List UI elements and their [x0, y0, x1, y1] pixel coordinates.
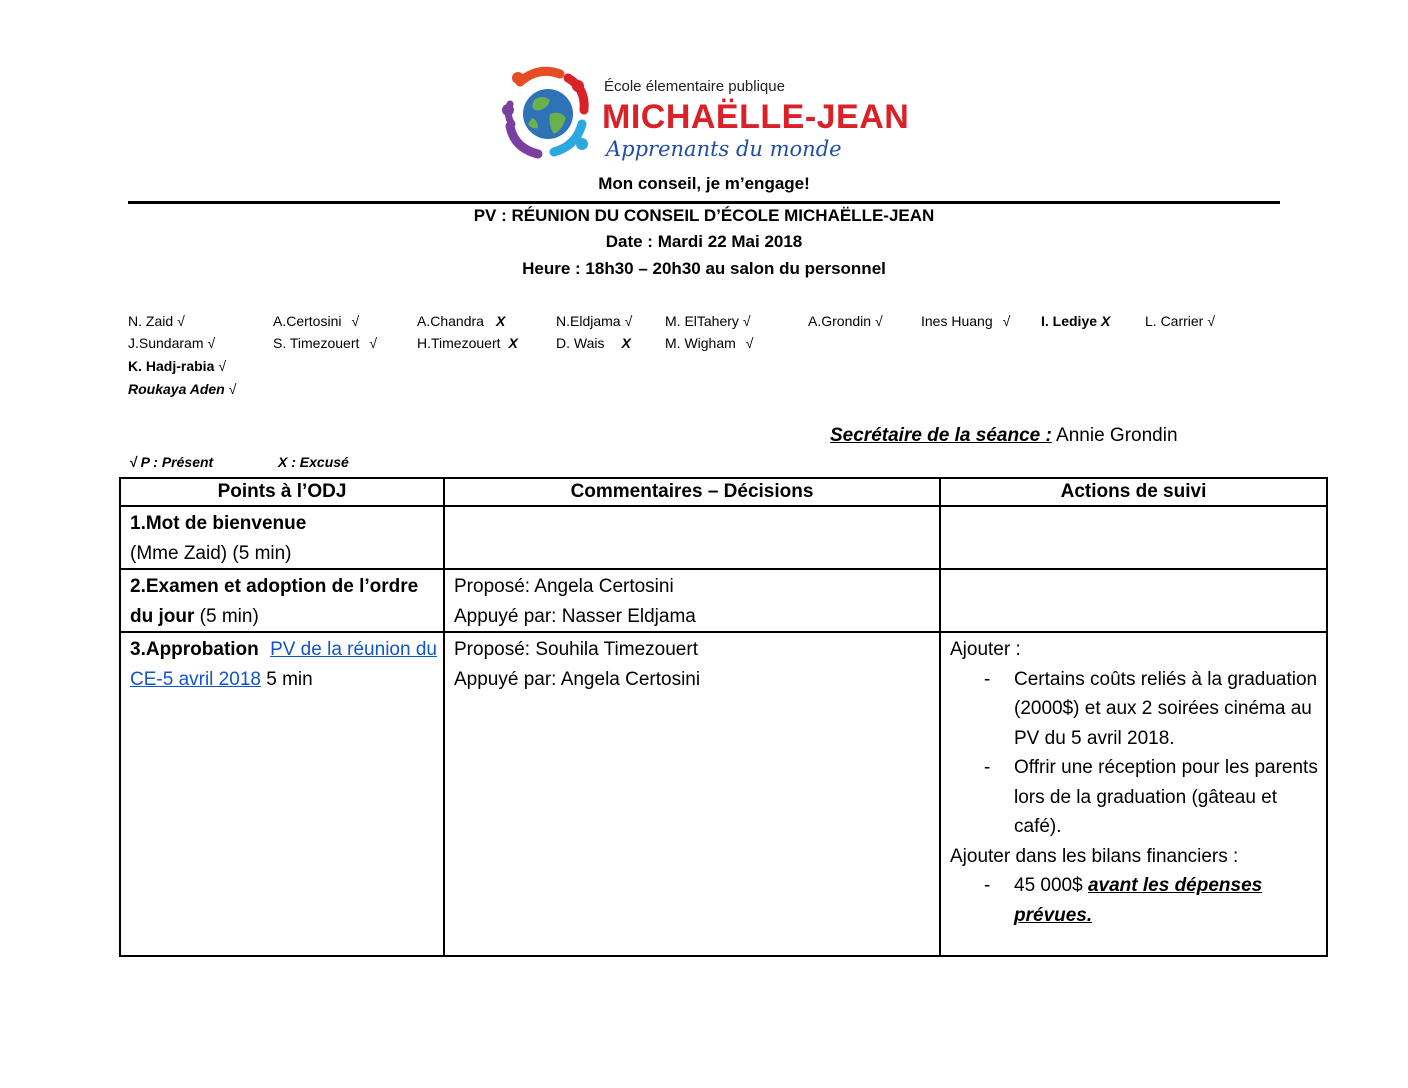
- table-row: [120, 569, 1327, 632]
- actions-cell: [940, 506, 1327, 569]
- agenda-point-detail: 5 min: [266, 668, 313, 690]
- attendee: [808, 313, 883, 329]
- attendee-name: D. Wais: [556, 335, 605, 351]
- attendee-name: A.Chandra: [417, 313, 484, 329]
- attendee-name: A.Grondin: [808, 313, 872, 329]
- document-title: PV : RÉUNION DU CONSEIL D’ÉCOLE MICHAËLLE-JEAN: [473, 206, 935, 225]
- legend-excused: X : Excusé: [278, 454, 349, 470]
- attendance-mark: X: [508, 335, 518, 351]
- attendee: [128, 381, 236, 397]
- attendee: [1041, 313, 1110, 329]
- attendee: [273, 335, 377, 351]
- amount-emphasis: avant les dépenses prévues.: [1014, 875, 1263, 926]
- attendee-name: J.Sundaram: [128, 335, 204, 351]
- attendee: [665, 313, 751, 329]
- agenda-point-cell: [120, 569, 444, 632]
- attendance-mark: √: [207, 335, 216, 351]
- attendee-name: N. Zaid: [128, 313, 174, 329]
- attendance-mark: √: [369, 335, 378, 351]
- school-type: École élementaire publique: [604, 78, 785, 95]
- attendee: [128, 335, 215, 351]
- seconded-by: Appuyé par: Nasser Eldjama: [454, 605, 696, 627]
- attendee: [128, 313, 185, 329]
- comments-cell: [444, 506, 940, 569]
- attendance-mark: √: [875, 313, 883, 329]
- agenda-point-cell: [120, 506, 444, 569]
- attendee: [1145, 313, 1215, 329]
- actions-intro: Ajouter :: [950, 639, 1021, 660]
- agenda-point-title: 3.Approbation: [130, 639, 259, 660]
- attendance-mark: √: [745, 335, 754, 351]
- agenda-point-title: 2.Examen et adoption de l’ordre du jour: [130, 576, 419, 627]
- column-header-actions: Actions de suivi: [940, 478, 1327, 506]
- comments-cell: [444, 569, 940, 632]
- list-item: - Offrir une réception pour les parents lors de la graduation (gâteau et café).: [950, 753, 1318, 842]
- legend-present: √ P : Présent: [129, 454, 214, 470]
- list-item: - Certains coûts reliés à la graduation (2000$) et aux 2 soirées cinéma au PV du 5 avril 2018.: [950, 665, 1318, 754]
- actions-intro-financial: Ajouter dans les bilans financiers :: [950, 845, 1239, 867]
- attendee-name: N.Eldjama: [556, 313, 621, 329]
- attendance-mark: √: [177, 313, 185, 329]
- column-header-points: Points à l’ODJ: [120, 478, 444, 506]
- financial-actions-list: [950, 871, 1318, 930]
- globe-people-icon: [498, 64, 598, 164]
- school-motto: Apprenants du monde: [606, 137, 842, 161]
- list-item: [950, 871, 1318, 930]
- table-row: [120, 506, 1327, 569]
- attendance-mark: √: [624, 313, 633, 329]
- attendee: [665, 335, 753, 351]
- attendee-name: Roukaya Aden: [128, 381, 225, 397]
- column-header-comments: Commentaires – Décisions: [444, 478, 940, 506]
- secretary-label: Secrétaire de la séance :: [830, 425, 1052, 446]
- amount: 45 000$: [1014, 875, 1083, 896]
- attendee: [128, 358, 226, 374]
- meeting-date: Date : Mardi 22 Mai 2018: [605, 232, 803, 251]
- comments-cell: [444, 632, 940, 956]
- attendance-mark: X: [1101, 313, 1111, 329]
- agenda-table: [119, 477, 1328, 957]
- attendee-name: H.Timezouert: [417, 335, 501, 351]
- attendee: [556, 313, 632, 329]
- attendee: [417, 335, 518, 351]
- attendee-name: L. Carrier: [1145, 313, 1204, 329]
- tagline: Mon conseil, je m’engage!: [598, 174, 810, 193]
- attendee-name: M. Wigham: [665, 335, 736, 351]
- attendee: [273, 313, 359, 329]
- actions-list: [950, 665, 1318, 842]
- attendee-name: M. ElTahery: [665, 313, 739, 329]
- attendance-mark: √: [742, 313, 751, 329]
- attendee-name: A.Certosini: [273, 313, 342, 329]
- agenda-point-detail: (5 min): [199, 605, 259, 627]
- attendance-mark: X: [495, 313, 506, 329]
- meeting-time: Heure : 18h30 – 20h30 au salon du personnel: [522, 259, 886, 278]
- attendee: [921, 313, 1010, 329]
- attendance-mark: X: [621, 335, 631, 351]
- attendance-mark: √: [1207, 313, 1216, 329]
- attendance-mark: √: [228, 381, 237, 397]
- actions-cell: [940, 632, 1327, 956]
- agenda-point-title: 1.Mot de bienvenue: [130, 513, 307, 534]
- proposed-by: Proposé: Angela Certosini: [454, 576, 674, 597]
- header-divider: [128, 201, 1280, 204]
- table-header-row: [120, 478, 1327, 506]
- attendance-mark: √: [351, 313, 360, 329]
- school-logo: [498, 64, 918, 164]
- attendee-name: Ines Huang: [921, 313, 993, 329]
- attendance-mark: √: [218, 358, 227, 374]
- attendee: [556, 335, 631, 351]
- attendee-name: S. Timezouert: [273, 335, 360, 351]
- agenda-point-cell: [120, 632, 444, 956]
- agenda-point-detail: (Mme Zaid) (5 min): [130, 542, 292, 564]
- actions-cell: [940, 569, 1327, 632]
- school-name: MICHAËLLE-JEAN: [602, 98, 910, 136]
- minutes-link[interactable]: PV de la réunion du CE-5 avril 2018: [130, 639, 437, 690]
- table-row: [120, 632, 1327, 956]
- attendance-mark: √: [1002, 313, 1011, 329]
- seconded-by: Appuyé par: Angela Certosini: [454, 668, 701, 690]
- secretary-name: Annie Grondin: [1056, 425, 1178, 446]
- attendee-name: K. Hadj-rabia: [128, 358, 215, 374]
- attendee-name: I. Lediye: [1041, 313, 1098, 329]
- secretary-line: [830, 425, 1178, 447]
- attendee: [417, 313, 505, 329]
- proposed-by: Proposé: Souhila Timezouert: [454, 639, 698, 660]
